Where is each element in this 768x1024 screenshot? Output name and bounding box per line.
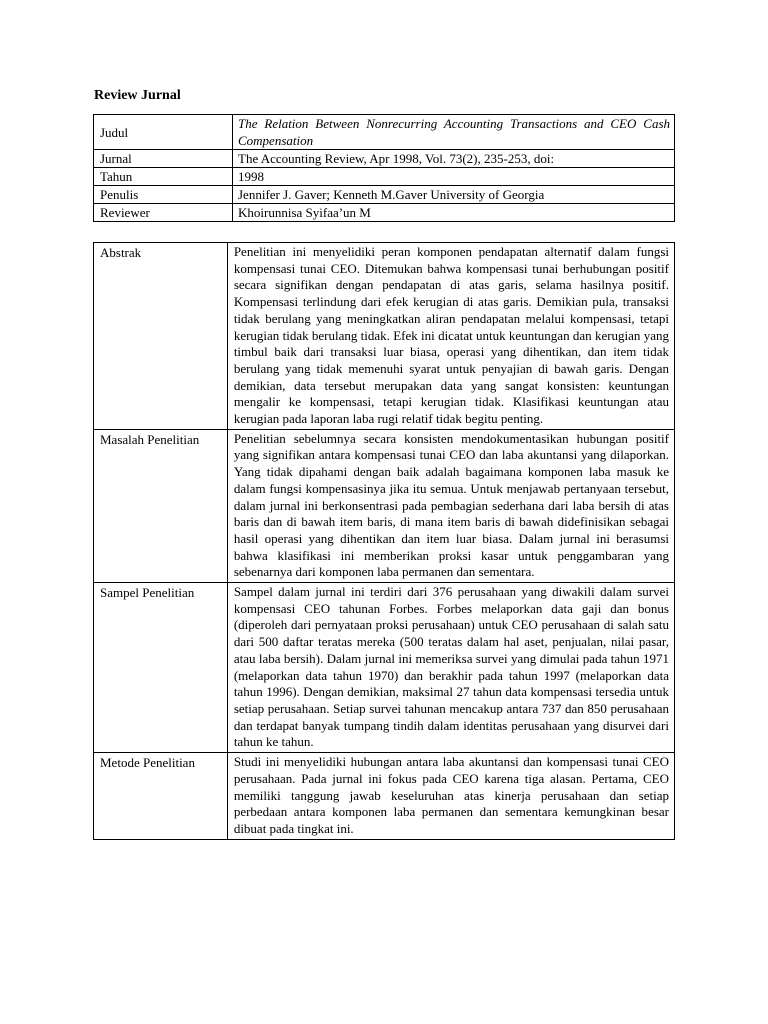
info-value-authors: Jennifer J. Gaver; Kenneth M.Gaver University of Georgia — [233, 186, 675, 204]
info-value-reviewer: Khoirunnisa Syifaa’un M — [233, 204, 675, 222]
review-row-metode — [94, 753, 675, 840]
section-text-abstract: Penelitian ini menyelidiki peran komponen pendapatan alternatif dalam fungsi kompensasi tunai CEO. Ditemukan bahwa kompensasi tunai berhubungan positif secara signifikan dengan pendapatan di atas garis, selama hasilnya positif. Kompensasi terlindung dari efek kerugian di atas garis. Demikian pula, transaksi tidak berulang yang meningkatkan aliran pendapatan melalui kompensasi, tetapi kerugian tidak berulang tidak. Efek ini dicatat untuk keuntungan dan kerugian yang timbul baik dari transaksi luar biasa, operasi yang dihentikan, dan item tidak berulang yang tidak memenuhi syarat untuk penyajian di bawah garis. Dengan demikian, data tersebut merupakan data yang sangat konsisten: keuntungan mengalir ke kompensasi, tetapi kerugian tidak. Klasifikasi keuntungan atau kerugian pada laporan laba rugi relatif tidak begitu penting. — [227, 243, 674, 430]
info-value-journal: The Accounting Review, Apr 1998, Vol. 73(2), 235-253, doi: — [233, 150, 675, 168]
info-label: Penulis — [94, 186, 233, 204]
info-label: Jurnal — [94, 150, 233, 168]
section-label: Masalah Penelitian — [94, 429, 228, 582]
section-label: Metode Penelitian — [94, 753, 228, 840]
section-label: Sampel Penelitian — [94, 583, 228, 753]
info-value-year: 1998 — [233, 168, 675, 186]
info-label: Judul — [94, 115, 233, 150]
section-text-problem: Penelitian sebelumnya secara konsisten mendokumentasikan hubungan positif yang signifikan antara kompensasi tunai CEO dan laba akuntansi yang dilaporkan. Yang tidak dipahami dengan baik adalah bagaimana komponen laba masuk ke dalam fungsi kompensasinya jika itu semua. Untuk menjawab pertanyaan tersebut, dalam jurnal ini berkonsentrasi pada pembagian sederhana dari laba bersih di atas baris dan di bawah item baris, di mana item baris di bawah didefinisikan sebagai hasil operasi yang dihentikan dan item luar biasa. Dalam jurnal ini berasumsi bahwa klasifikasi ini memberikan proksi kasar untuk penggambaran yang sebenarnya dari komponen laba permanen dan sementara. — [227, 429, 674, 582]
info-label: Tahun — [94, 168, 233, 186]
info-row-reviewer — [94, 204, 675, 222]
review-row-abstrak — [94, 243, 675, 430]
section-label: Abstrak — [94, 243, 228, 430]
document-heading: Review Jurnal — [94, 88, 181, 103]
section-text-method: Studi ini menyelidiki hubungan antara laba akuntansi dan kompensasi tunai CEO perusahaan. Pada jurnal ini fokus pada CEO karena tiga alasan. Pertama, CEO memiliki tanggung jawab keseluruhan atas kinerja perusahaan dan setiap perbedaan antara komponen laba permanen dan sementara kemungkinan besar dibuat pada tingkat ini. — [227, 753, 674, 840]
info-value-title: The Relation Between Nonrecurring Accounting Transactions and CEO Cash Compensation — [233, 115, 675, 150]
info-row-tahun — [94, 168, 675, 186]
review-row-masalah — [94, 429, 675, 582]
review-table — [93, 242, 675, 840]
journal-info-table — [93, 114, 675, 222]
info-row-jurnal — [94, 150, 675, 168]
review-row-sampel — [94, 583, 675, 753]
section-text-sample: Sampel dalam jurnal ini terdiri dari 376 perusahaan yang diwakili dalam survei kompensasi CEO tahunan Forbes. Forbes melaporkan data gaji dan bonus (diperoleh dari pernyataan proksi perusahaan) untuk CEO perusahaan di salah satu dari 500 daftar teratas mereka (500 teratas dalam hal aset, penjualan, nilai pasar, atau laba bersih). Dalam jurnal ini memeriksa survei yang dimulai pada tahun 1971 (melaporkan data tahun 1970) dan berakhir pada tahun 1997 (melaporkan data tahun 1996). Dengan demikian, maksimal 27 tahun data kompensasi tersedia untuk setiap perusahaan. Setiap survei tahunan mencakup antara 737 dan 850 perusahaan dan terdapat banyak tumpang tindih dalam identitas perusahaan yang disurvei dari tahun ke tahun. — [227, 583, 674, 753]
info-label: Reviewer — [94, 204, 233, 222]
info-row-penulis — [94, 186, 675, 204]
info-row-judul — [94, 115, 675, 150]
